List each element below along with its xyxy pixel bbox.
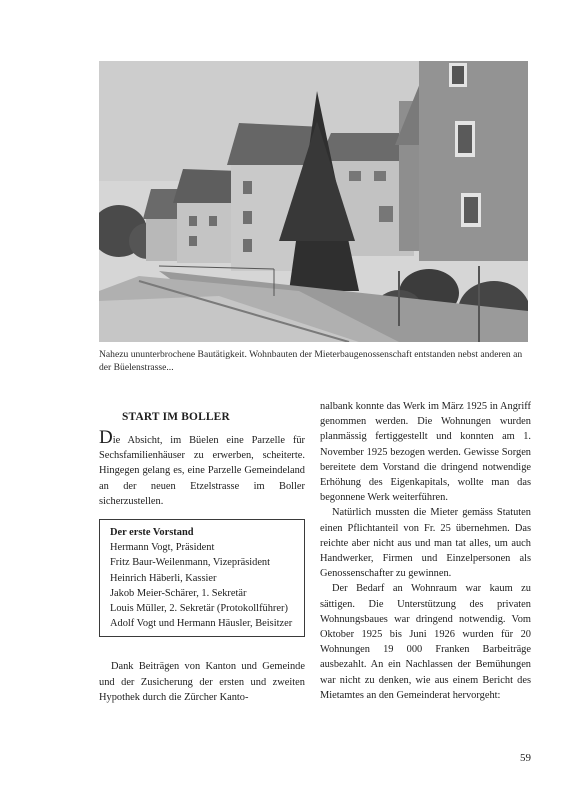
board-member: Fritz Baur-Weilenmann, Vizepräsident xyxy=(110,557,271,569)
street-photo xyxy=(99,61,528,342)
right-column xyxy=(320,399,531,703)
street-photo-image xyxy=(99,61,528,342)
right-paragraph: nalbank konnte das Werk im März 1925 in Angriff genommen werden. Die Wohnungen wurden planmässig fertiggestellt und konnten am 1. November 1925 bezogen werden. Gewisse Sorgen bereitete dem Vorstand die dringend notwendige Erhöhung des Eigenkapitals, wollte man das begonnene Werk weiterführen. xyxy=(320,401,531,504)
intro-text: ie Absicht, im Büelen eine Parzelle für Sechsfamilienhäuser zu erwerben, scheiterte. Hingegen gelang es, eine Parzelle Gemeindeland an der neuen Etzelstrasse im Boller sicherzustellen. xyxy=(99,435,305,507)
board-member: Jakob Meier-Schärer, 1. Sekretär xyxy=(110,587,247,599)
right-paragraph: Der Bedarf an Wohnraum war kaum zu sättigen. Die Unterstützung des privaten Wohnungsbaues war dringend notwendig. Vom Oktober 1925 bis Juni 1926 wurden für 20 Wohnungen 19 000 Franken Barbeiträge ausbezahlt. An ein Nachlassen der Bemühungen war nicht zu denken, wie aus einem Bericht des Mietamtes an den Gemeinderat hervorgeht: xyxy=(320,583,531,701)
board-member: Louis Müller, 2. Sekretär (Protokollführer) xyxy=(110,603,288,615)
board-member: Heinrich Häberli, Kassier xyxy=(110,572,217,584)
page-number: 59 xyxy=(520,752,531,764)
board-member: Hermann Vogt, Präsident xyxy=(110,542,215,554)
board-members-box xyxy=(99,519,305,637)
board-member: Adolf Vogt und Hermann Häusler, Beisitzer xyxy=(110,618,293,630)
left-column xyxy=(99,410,305,705)
left-outro-paragraph: Dank Beiträgen von Kanton und Gemeinde und der Zusicherung der ersten und zweiten Hypothek durch die Zürcher Kanto- xyxy=(99,661,305,703)
board-box-title: Der erste Vorstand xyxy=(110,527,194,539)
right-paragraph: Natürlich mussten die Mieter gemäss Statuten einen Pflichtanteil von Fr. 25 übernehmen. Das reichte aber nicht aus und man tat alles, um auch Handwerker, Firmen und Einzelpersonen als Genossenschafter zu gewinnen. xyxy=(320,507,531,580)
photo-caption: Nahezu ununterbrochene Bautätigkeit. Wohnbauten der Mieterbaugenossenschaft entstanden nebst anderen an der Büelenstrasse... xyxy=(99,349,523,373)
intro-paragraph xyxy=(99,427,305,509)
section-heading: START IM BOLLER xyxy=(122,411,230,423)
drop-cap: D xyxy=(99,427,113,448)
